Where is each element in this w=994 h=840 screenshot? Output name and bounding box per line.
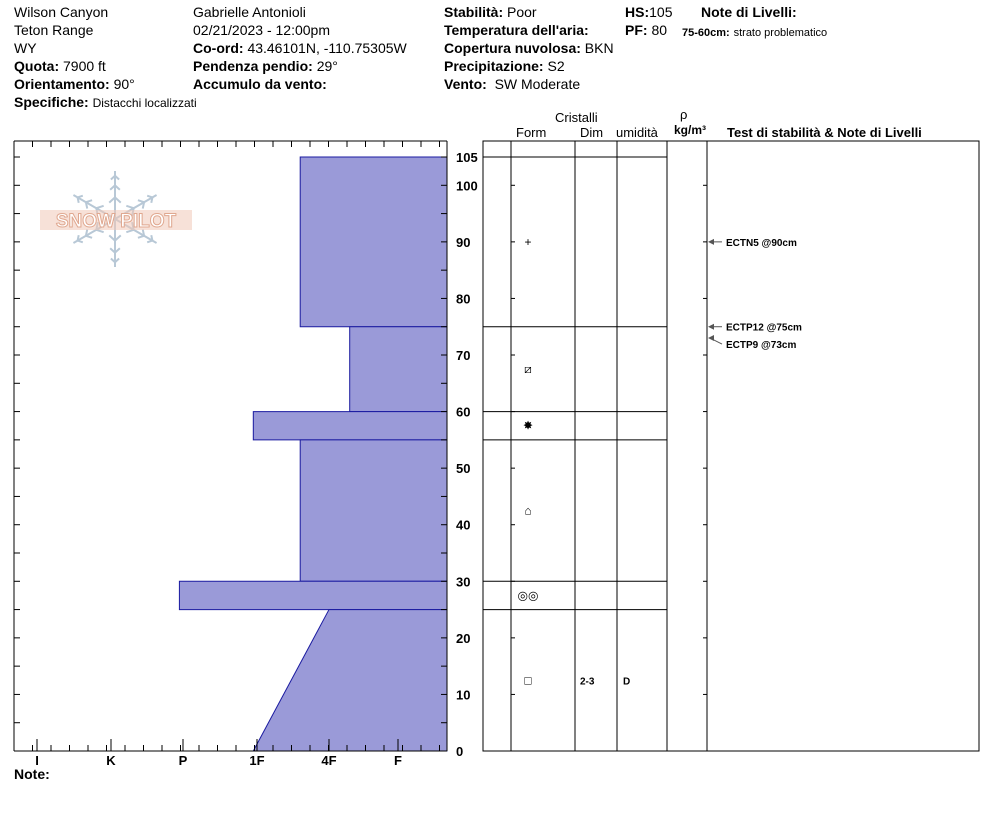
elevation-value: 7900 ft bbox=[63, 58, 106, 74]
crystal-column bbox=[518, 235, 631, 687]
specifics-value: Distacchi localizzati bbox=[92, 96, 197, 110]
test-arrow-head bbox=[708, 239, 714, 245]
snowflake-branch bbox=[138, 200, 144, 202]
crystals-header: Cristalli bbox=[555, 110, 598, 125]
layer-grid bbox=[483, 141, 979, 751]
logo-text: SNOW PILOT bbox=[55, 211, 177, 232]
moisture-header: umidità bbox=[616, 125, 658, 140]
crystal-moisture: D bbox=[623, 676, 631, 688]
stability-tests bbox=[708, 238, 802, 351]
hardness-layer-bar bbox=[253, 412, 447, 440]
notes-label: Note: bbox=[14, 766, 50, 782]
snowflake-branch bbox=[151, 235, 152, 240]
air-temperature-label: Temperatura dell'aria: bbox=[444, 22, 589, 38]
density-unit: kg/m³ bbox=[674, 123, 707, 137]
aspect-value: 90° bbox=[113, 76, 135, 92]
snowflake-branch bbox=[147, 241, 152, 243]
hs-value: 105 bbox=[649, 4, 673, 20]
stability-tests-header: Test di stabilità & Note di Livelli bbox=[727, 125, 922, 140]
stability-test-label: ECTN5 @90cm bbox=[726, 237, 797, 249]
depth-tick-label: 50 bbox=[456, 461, 471, 477]
depth-tick-label: 0 bbox=[456, 744, 464, 759]
snowflake-branch bbox=[78, 196, 83, 198]
wind-loading-label: Accumulo da vento: bbox=[193, 76, 327, 92]
hardness-tick-label: P bbox=[178, 753, 188, 768]
wind-value: SW Moderate bbox=[494, 76, 581, 92]
pf-label: PF: bbox=[625, 22, 648, 38]
layer-notes-title: Note di Livelli: bbox=[701, 4, 797, 20]
depth-tick-label: 30 bbox=[456, 574, 471, 590]
crystal-form-symbol: ⧄ bbox=[524, 362, 532, 377]
hardness-tick-label: I bbox=[35, 753, 39, 768]
crystal-form-symbol: ⌂ bbox=[524, 503, 532, 518]
wind-label: Vento: bbox=[444, 76, 487, 92]
table-border bbox=[483, 141, 979, 751]
slope-value: 29° bbox=[316, 58, 338, 74]
crystal-form-symbol: + bbox=[524, 234, 532, 249]
size-header: Dim bbox=[580, 125, 604, 140]
coordinates-label: Co-ord: bbox=[193, 40, 244, 56]
hardness-layer-bar bbox=[300, 440, 447, 581]
stability-test-label: ECTP12 @75cm bbox=[726, 322, 802, 334]
crystal-size: 2-3 bbox=[580, 676, 595, 688]
hardness-layer-bar bbox=[350, 327, 447, 412]
hardness-layer-bar bbox=[253, 610, 447, 751]
depth-tick-label: 105 bbox=[456, 150, 478, 166]
snowflake-branch bbox=[138, 236, 144, 238]
depth-tick-label: 100 bbox=[456, 178, 478, 194]
depth-tick-label: 60 bbox=[456, 404, 471, 420]
coordinates-value: 43.46101N, -110.75305W bbox=[247, 40, 407, 56]
hardness-layer-bar bbox=[300, 157, 447, 327]
depth-tick-label: 70 bbox=[456, 348, 471, 364]
snowflake-branch bbox=[86, 202, 87, 208]
snowflake-branch bbox=[126, 206, 133, 208]
state-name: WY bbox=[14, 40, 37, 56]
hardness-layer-bar bbox=[179, 581, 447, 609]
test-arrow-head bbox=[708, 324, 714, 330]
depth-tick-label: 80 bbox=[456, 291, 471, 307]
hardness-tick-label: F bbox=[394, 753, 402, 768]
snowpilot-logo bbox=[40, 171, 192, 267]
cloud-cover-value: BKN bbox=[584, 40, 614, 56]
hardness-tick-label: 4F bbox=[321, 753, 337, 768]
depth-tick-label: 20 bbox=[456, 630, 471, 646]
depth-tick-label: 40 bbox=[456, 517, 471, 533]
snowflake-branch bbox=[147, 196, 152, 198]
snowflake-branch bbox=[86, 236, 92, 238]
hardness-tick-label: K bbox=[106, 753, 116, 768]
precipitation-value: S2 bbox=[547, 58, 565, 74]
depth-tick-label: 10 bbox=[456, 687, 471, 703]
test-arrow-head bbox=[708, 335, 714, 341]
snowflake-branch bbox=[78, 197, 79, 202]
depth-tick-label: 90 bbox=[456, 234, 471, 250]
snowflake-branch bbox=[96, 206, 103, 208]
snowflake-branch bbox=[86, 200, 92, 202]
hardness-profile bbox=[179, 157, 447, 751]
crystal-form-symbol: ✸ bbox=[522, 418, 534, 433]
precipitation-label: Precipitazione: bbox=[444, 58, 544, 74]
snowflake-branch bbox=[78, 241, 83, 243]
stability-label: Stabilità: bbox=[444, 4, 504, 20]
cloud-cover-label: Copertura nuvolosa: bbox=[444, 40, 581, 56]
stability-test-label: ECTP9 @73cm bbox=[726, 340, 797, 352]
slope-label: Pendenza pendio: bbox=[193, 58, 313, 74]
stability-value: Poor bbox=[507, 4, 537, 20]
range-name: Teton Range bbox=[14, 22, 94, 38]
hs-label: HS: bbox=[625, 4, 650, 20]
hardness-tick-label: 1F bbox=[249, 753, 265, 768]
aspect-label: Orientamento: bbox=[14, 76, 110, 92]
crystal-form-symbol: ◎◎ bbox=[517, 588, 539, 603]
elevation-label: Quota: bbox=[14, 58, 60, 74]
observation-datetime: 02/21/2023 - 12:00pm bbox=[193, 22, 330, 38]
crystal-form-symbol: □ bbox=[524, 673, 532, 688]
layer-notes-range: 75-60cm: bbox=[682, 27, 730, 39]
observer-name: Gabrielle Antonioli bbox=[193, 4, 306, 20]
density-header: ρ bbox=[680, 107, 688, 122]
layer-notes-value: strato problematico bbox=[733, 27, 828, 39]
specifics-label: Specifiche: bbox=[14, 94, 89, 110]
form-header: Form bbox=[516, 125, 547, 140]
snowflake-branch bbox=[143, 202, 144, 208]
pf-value: 80 bbox=[651, 22, 668, 38]
location-name: Wilson Canyon bbox=[14, 4, 109, 20]
